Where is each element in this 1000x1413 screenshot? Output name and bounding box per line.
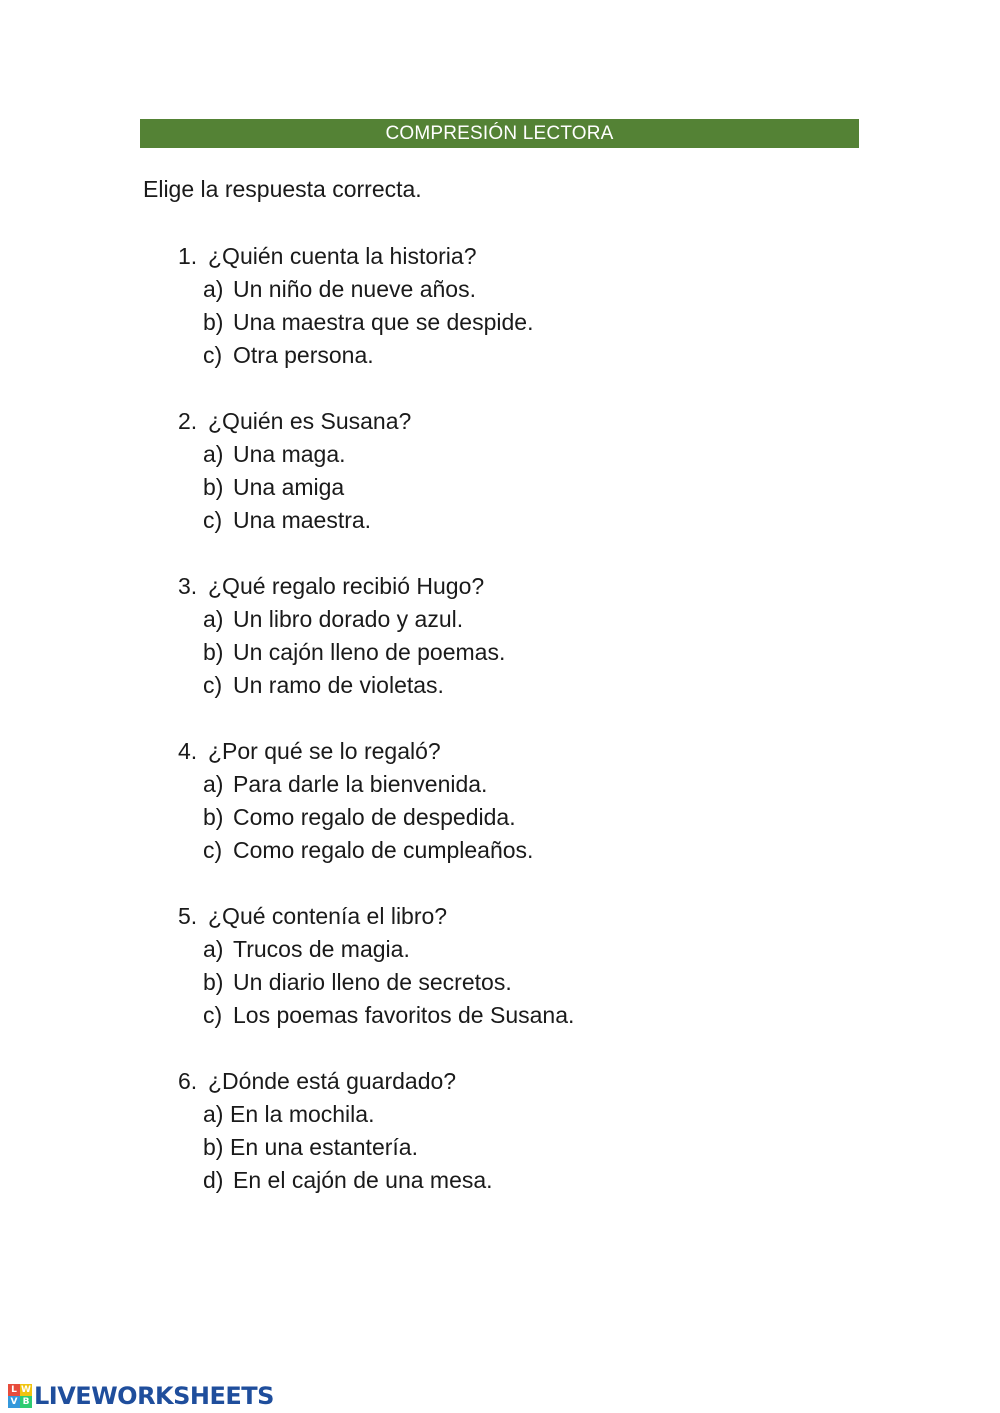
option-letter: c) <box>203 1002 223 1028</box>
option-text: Para darle la bienvenida. <box>233 771 488 797</box>
option-letter: a) <box>203 276 224 302</box>
option-text: Una maestra que se despide. <box>233 309 534 335</box>
answer-option[interactable] <box>203 669 878 702</box>
answer-option[interactable] <box>203 273 878 306</box>
question-label: ¿Dónde está guardado? <box>208 1068 457 1094</box>
option-text: Como regalo de despedida. <box>233 804 516 830</box>
answer-option[interactable] <box>203 339 878 372</box>
answer-option[interactable] <box>203 636 878 669</box>
question-number: 6. <box>178 1068 198 1094</box>
logo-icon-tile: L <box>8 1384 20 1396</box>
option-text: En una estantería. <box>230 1134 418 1160</box>
option-text: Un diario lleno de secretos. <box>233 969 512 995</box>
option-text: Como regalo de cumpleaños. <box>233 837 534 863</box>
answer-option[interactable] <box>203 306 878 339</box>
question-label: ¿Quién es Susana? <box>208 408 412 434</box>
option-letter: c) <box>203 507 223 533</box>
question-number: 2. <box>178 408 198 434</box>
answer-option[interactable] <box>203 768 878 801</box>
question-text <box>178 1065 878 1098</box>
question-number: 3. <box>178 573 198 599</box>
question-number: 5. <box>178 903 198 929</box>
option-letter: a) <box>203 606 224 632</box>
option-text: Trucos de magia. <box>233 936 410 962</box>
question-6 <box>178 1065 878 1197</box>
option-text: En la mochila. <box>230 1101 375 1127</box>
instruction-text: Elige la respuesta correcta. <box>143 176 422 202</box>
option-letter: b) <box>203 1134 224 1160</box>
option-letter: c) <box>203 837 223 863</box>
question-4 <box>178 735 878 867</box>
option-letter: c) <box>203 672 223 698</box>
question-number: 4. <box>178 738 198 764</box>
answer-option[interactable] <box>203 933 878 966</box>
answer-option[interactable] <box>203 504 878 537</box>
option-letter: a) <box>203 441 224 467</box>
question-2 <box>178 405 878 537</box>
option-letter: d) <box>203 1167 224 1193</box>
option-letter: a) <box>203 936 224 962</box>
answer-option[interactable] <box>203 1098 878 1131</box>
question-text <box>178 900 878 933</box>
option-letter: b) <box>203 474 224 500</box>
page-title-banner <box>140 119 859 148</box>
option-text: Una amiga <box>233 474 345 500</box>
question-text <box>178 240 878 273</box>
answer-option[interactable] <box>203 801 878 834</box>
option-text: Un libro dorado y azul. <box>233 606 464 632</box>
liveworksheets-logo[interactable] <box>8 1379 274 1413</box>
answer-option[interactable] <box>203 603 878 636</box>
option-letter: c) <box>203 342 223 368</box>
question-list <box>178 240 878 1230</box>
option-letter: b) <box>203 804 224 830</box>
option-text: Un ramo de violetas. <box>233 672 444 698</box>
answer-option[interactable] <box>203 834 878 867</box>
question-label: ¿Quién cuenta la historia? <box>208 243 477 269</box>
answer-option[interactable] <box>203 966 878 999</box>
option-text: En el cajón de una mesa. <box>233 1167 493 1193</box>
option-text: Un cajón lleno de poemas. <box>233 639 506 665</box>
answer-option[interactable] <box>203 1164 878 1197</box>
question-label: ¿Por qué se lo regaló? <box>208 738 441 764</box>
option-text: Los poemas favoritos de Susana. <box>233 1002 575 1028</box>
logo-icon-tile: B <box>20 1396 32 1408</box>
option-letter: b) <box>203 969 224 995</box>
option-text: Una maga. <box>233 441 346 467</box>
question-5 <box>178 900 878 1032</box>
question-label: ¿Qué regalo recibió Hugo? <box>208 573 485 599</box>
option-letter: b) <box>203 309 224 335</box>
page-title: COMPRESIÓN LECTORA <box>385 123 614 144</box>
question-text <box>178 570 878 603</box>
question-3 <box>178 570 878 702</box>
answer-option[interactable] <box>203 1131 878 1164</box>
question-text <box>178 405 878 438</box>
question-1 <box>178 240 878 372</box>
option-text: Una maestra. <box>233 507 372 533</box>
option-text: Otra persona. <box>233 342 374 368</box>
answer-option[interactable] <box>203 438 878 471</box>
answer-option[interactable] <box>203 471 878 504</box>
logo-icon-tile: W <box>21 1385 31 1395</box>
question-number: 1. <box>178 243 198 269</box>
question-text <box>178 735 878 768</box>
logo-text: LIVEWORKSHEETS <box>34 1382 274 1410</box>
option-letter: a) <box>203 771 224 797</box>
liveworksheets-logo-icon <box>8 1384 32 1408</box>
option-text: Un niño de nueve años. <box>233 276 476 302</box>
answer-option[interactable] <box>203 999 878 1032</box>
option-letter: b) <box>203 639 224 665</box>
question-label: ¿Qué contenía el libro? <box>208 903 448 929</box>
logo-icon-tile: V <box>8 1396 20 1408</box>
option-letter: a) <box>203 1101 224 1127</box>
